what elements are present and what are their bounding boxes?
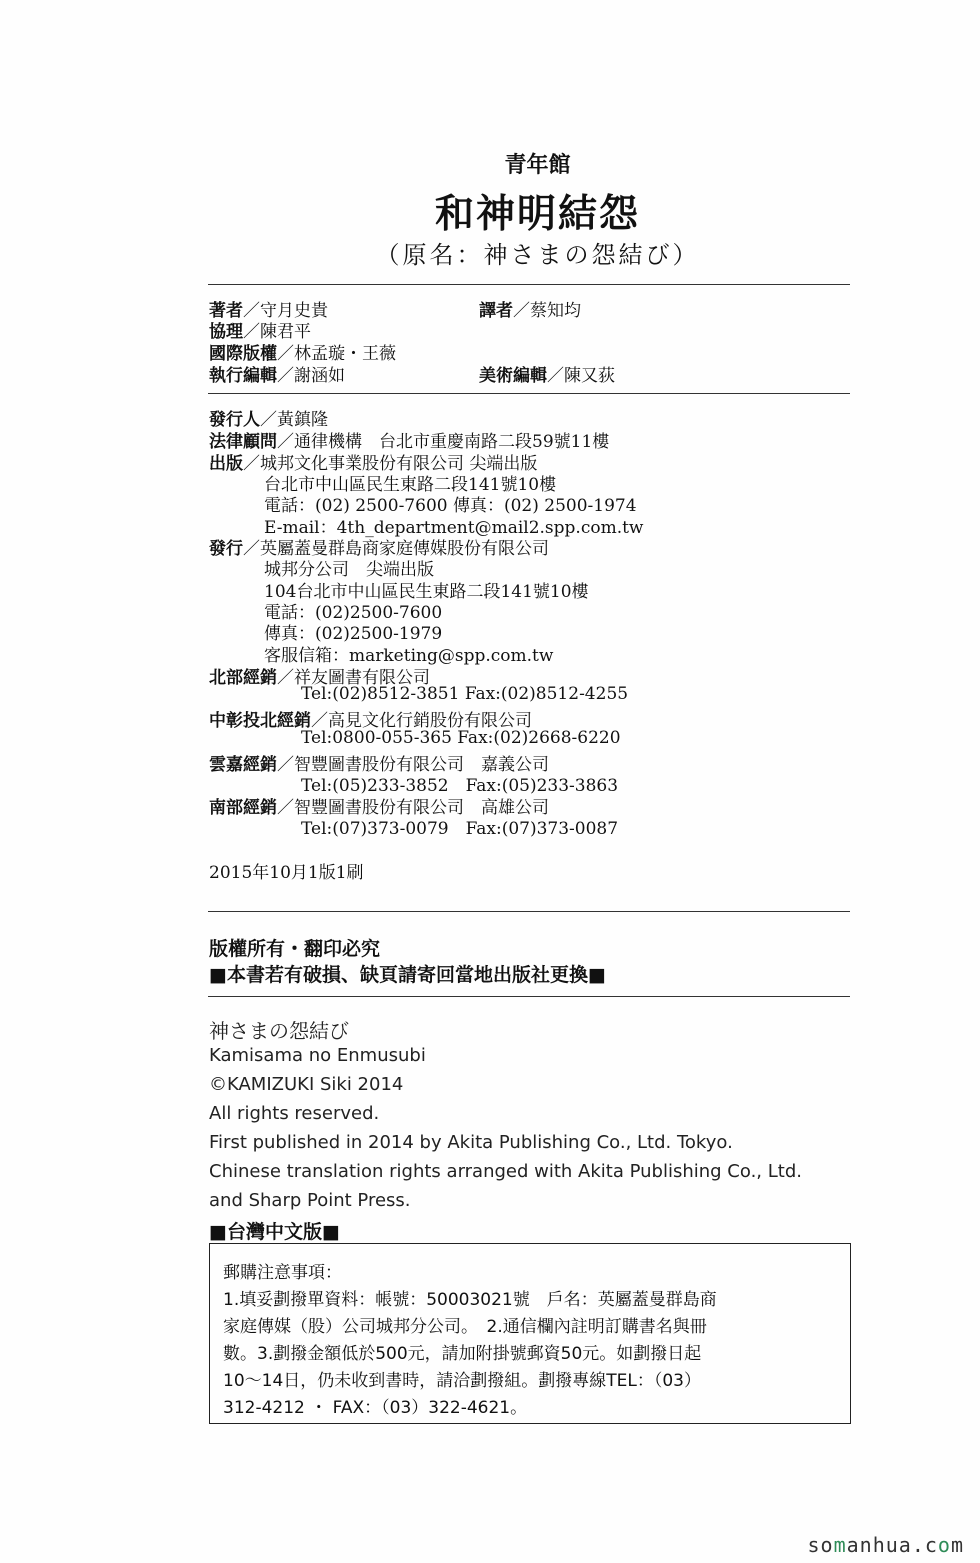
credit-translator-value: ／蔡知均 — [513, 301, 581, 321]
yunjia-dist-value: ／智豐圖書股份有限公司 嘉義公司 — [277, 755, 549, 775]
reserved-line: All rights reserved. — [209, 1103, 380, 1124]
credit-editor-value: ／謝涵如 — [277, 366, 345, 386]
divider-3 — [208, 911, 850, 912]
rights-notice: 版權所有・翻印必究 — [209, 938, 381, 960]
edition-tag: ■台灣中文版■ — [209, 1221, 340, 1243]
publisher-tel: 電話：(02) 2500-7600 傳真：(02) 2500-1974 — [264, 496, 637, 516]
credit-assist-value: ／陳君平 — [243, 322, 311, 342]
legal-key: 法律顧問 — [209, 432, 277, 452]
credit-assist-key: 協理 — [209, 322, 243, 342]
watermark-rest: anhua.c — [846, 1533, 938, 1557]
watermark-accent-2: o — [937, 1533, 951, 1557]
credit-translator — [479, 296, 581, 321]
romaji-title: Kamisama no Enmusubi — [209, 1045, 426, 1066]
publisher-key: 出版 — [209, 454, 243, 474]
edition-date: 2015年10月1版1刷 — [209, 863, 364, 883]
site-watermark — [807, 1533, 964, 1557]
mail-order-line-5: 312-4212 ・ FAX：（03）322-4621。 — [223, 1398, 528, 1418]
translation-line-1: Chinese translation rights arranged with Akita Publishing Co., Ltd. — [209, 1161, 802, 1182]
mail-order-line-2: 家庭傳媒（股）公司城邦分公司。 2.通信欄內註明訂購書名與冊 — [223, 1317, 707, 1337]
south-dist-value: ／智豐圖書股份有限公司 高雄公司 — [277, 798, 549, 818]
credit-author-key: 著者 — [209, 301, 243, 321]
credit-art-value: ／陳又荻 — [547, 366, 615, 386]
original-title: （原名：神さまの怨結び） — [375, 241, 700, 269]
publisher-address: 台北市中山區民生東路二段141號10樓 — [264, 475, 557, 495]
mail-order-line-1: 1.填妥劃撥單資料：帳號：50003021號 戶名：英屬蓋曼群島商 — [223, 1290, 717, 1310]
watermark-prefix: so — [807, 1533, 834, 1557]
distributor-branch: 城邦分公司 尖端出版 — [264, 560, 434, 580]
translation-line-2: and Sharp Point Press. — [209, 1190, 411, 1211]
damage-notice: ■本書若有破損、缺頁請寄回當地出版社更換■ — [209, 964, 606, 986]
divider-2 — [208, 393, 850, 394]
north-dist-value: ／祥友圖書有限公司 — [277, 668, 430, 688]
credit-editor — [209, 361, 345, 386]
distributor-address: 104台北市中山區民生東路二段141號10樓 — [264, 582, 589, 602]
south-dist-key: 南部經銷 — [209, 798, 277, 818]
copyright-line: ©KAMIZUKI Siki 2014 — [209, 1074, 404, 1095]
mail-order-box — [209, 1243, 851, 1424]
central-dist-key: 中彰投北經銷 — [209, 711, 311, 731]
first-published-line: First published in 2014 by Akita Publishing Co., Ltd. Tokyo. — [209, 1132, 733, 1153]
credit-rights-value: ／林孟璇・王薇 — [277, 344, 396, 364]
south-dist-tel: Tel:(07)373-0079 Fax:(07)373-0087 — [301, 819, 619, 839]
distributor-value: ／英屬蓋曼群島商家庭傳媒股份有限公司 — [243, 539, 549, 559]
credit-editor-key: 執行編輯 — [209, 366, 277, 386]
north-dist-tel: Tel:(02)8512-3851 Fax:(02)8512-4255 — [301, 684, 629, 704]
issuer-key: 發行人 — [209, 410, 260, 430]
distributor-fax: 傳真：(02)2500-1979 — [264, 624, 443, 644]
credit-author-value: ／守月史貴 — [243, 301, 328, 321]
divider-1 — [208, 284, 850, 285]
north-dist-key: 北部經銷 — [209, 668, 277, 688]
legal-value: ／通律機構 台北市重慶南路二段59號11樓 — [277, 432, 610, 452]
credit-art — [479, 361, 615, 386]
credit-art-key: 美術編輯 — [479, 366, 547, 386]
credit-translator-key: 譯者 — [479, 301, 513, 321]
mail-order-line-3: 數。3.劃撥金額低於500元，請加附掛號郵資50元。如劃撥日起 — [223, 1344, 702, 1364]
mail-order-line-4: 10～14日，仍未收到書時，請洽劃撥組。劃撥專線TEL：（03） — [223, 1371, 701, 1391]
divider-4 — [208, 996, 850, 997]
mail-order-heading: 郵購注意事項： — [223, 1263, 342, 1283]
credit-rights-key: 國際版權 — [209, 344, 277, 364]
distributor-tel: 電話：(02)2500-7600 — [264, 603, 443, 623]
watermark-accent: m — [833, 1533, 847, 1557]
distributor-mail: 客服信箱：marketing@spp.com.tw — [264, 646, 554, 666]
book-title: 和神明結怨 — [434, 192, 640, 237]
yunjia-dist-key: 雲嘉經銷 — [209, 755, 277, 775]
jp-title: 神さまの怨結び — [209, 1019, 349, 1043]
publisher-email: E-mail：4th_department@mail2.spp.com.tw — [264, 518, 644, 538]
imprint: 青年館 — [504, 153, 571, 178]
distributor-key: 發行 — [209, 539, 243, 559]
issuer-value: ／黃鎮隆 — [260, 410, 328, 430]
central-dist-tel: Tel:0800-055-365 Fax:(02)2668-6220 — [301, 728, 621, 748]
yunjia-dist-tel: Tel:(05)233-3852 Fax:(05)233-3863 — [301, 776, 619, 796]
central-dist-value: ／高見文化行銷股份有限公司 — [311, 711, 532, 731]
watermark-end: m — [950, 1533, 964, 1557]
publisher-value: ／城邦文化事業股份有限公司 尖端出版 — [243, 454, 538, 474]
